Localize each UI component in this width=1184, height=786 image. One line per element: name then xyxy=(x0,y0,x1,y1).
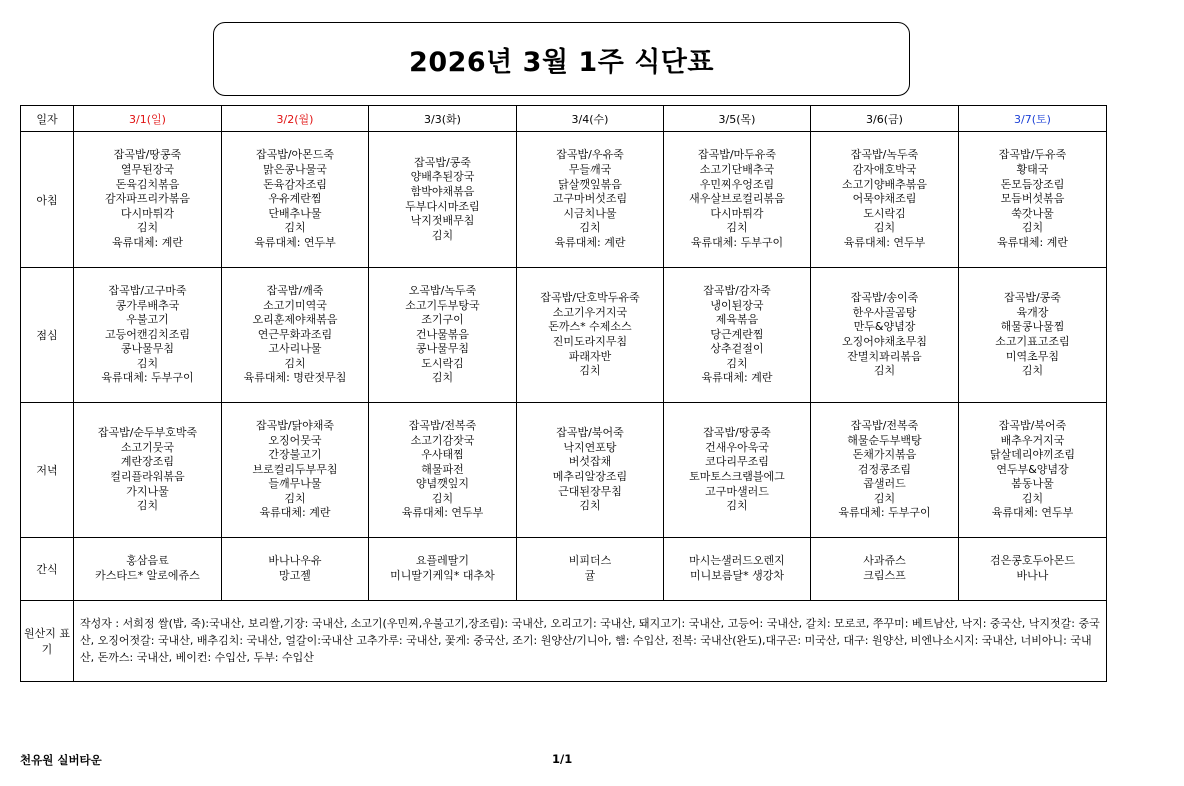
menu-cell xyxy=(74,538,222,601)
menu-cell xyxy=(517,268,664,403)
menu-items xyxy=(959,291,1106,379)
menu-item: 감자애호박국 xyxy=(852,163,917,177)
menu-item: 돈채가지볶음 xyxy=(852,448,917,462)
menu-item: 배추우거지국 xyxy=(1000,433,1065,447)
menu-item: 우민찌우엉조림 xyxy=(699,177,775,191)
menu-items xyxy=(222,284,368,386)
menu-item: 열무된장국 xyxy=(120,163,175,177)
menu-cell xyxy=(74,403,222,538)
menu-item: 낙지연포탕 xyxy=(563,440,617,454)
menu-item: 미니보름달* 생강차 xyxy=(689,569,784,582)
menu-item: 잡곡밥/닭야채죽 xyxy=(255,418,335,432)
menu-cell xyxy=(517,132,664,268)
menu-items xyxy=(74,554,221,583)
menu-item: 소고기미역국 xyxy=(263,298,327,312)
menu-item: 돈까스* 수제소스 xyxy=(548,320,632,334)
menu-item: 미역초무침 xyxy=(1005,349,1060,363)
menu-item: 비피더스 xyxy=(568,554,612,568)
menu-item: 모듬버섯볶음 xyxy=(1000,192,1065,206)
menu-item: 사과쥬스 xyxy=(863,554,906,568)
day-dow: (수) xyxy=(589,112,609,126)
menu-item: 근대된장무침 xyxy=(558,484,622,498)
day-date: 3/2 xyxy=(276,112,295,126)
menu-item: 돈육감자조림 xyxy=(263,177,327,191)
day-header-3 xyxy=(369,106,517,132)
menu-item: 김치 xyxy=(136,221,159,235)
menu-items xyxy=(811,419,958,521)
menu-item: 파래자반 xyxy=(568,349,612,363)
menu-items xyxy=(369,284,516,386)
menu-item: 크림스프 xyxy=(863,569,906,582)
menu-cell xyxy=(74,132,222,268)
menu-item: 소고기우거지국 xyxy=(552,305,628,319)
menu-item: 잡곡밥/깨죽 xyxy=(266,283,324,297)
day-dow: (월) xyxy=(294,112,314,126)
menu-items xyxy=(222,419,368,521)
origin-label: 원산지 표기 xyxy=(21,601,74,682)
menu-items xyxy=(517,148,663,250)
menu-item: 돈육김치볶음 xyxy=(115,177,180,191)
menu-item: 돈모듬장조림 xyxy=(1000,177,1065,191)
day-header-6 xyxy=(811,106,959,132)
menu-items xyxy=(222,554,368,583)
menu-item: 김치 xyxy=(873,364,896,378)
menu-items xyxy=(74,148,221,250)
menu-item: 황태국 xyxy=(1016,163,1049,177)
menu-item: 육류대체: 두부구이 xyxy=(838,506,931,520)
menu-items xyxy=(959,148,1106,250)
menu-item: 잡곡밥/순두부호박죽 xyxy=(97,426,198,440)
day-dow: (화) xyxy=(441,112,461,126)
menu-item: 카스타드* 알로에쥬스 xyxy=(95,569,200,582)
footer-org: 천유원 실버타운 xyxy=(20,753,102,767)
menu-item: 잡곡밥/북어죽 xyxy=(998,418,1067,432)
menu-item: 건나물볶음 xyxy=(415,327,470,341)
meal-label: 저녁 xyxy=(21,403,74,538)
menu-item: 콩나물무침 xyxy=(120,342,175,356)
menu-table xyxy=(20,105,1107,682)
menu-item: 단배추나물 xyxy=(268,206,322,220)
menu-item: 소고기뭇국 xyxy=(120,440,175,454)
menu-items xyxy=(517,291,663,379)
menu-cell xyxy=(222,403,369,538)
day-dow: (목) xyxy=(736,112,756,126)
menu-item: 만두&양념장 xyxy=(853,320,916,334)
day-header-7 xyxy=(959,106,1107,132)
menu-item: 잡곡밥/전복죽 xyxy=(408,418,477,432)
menu-item: 해물순두부백탕 xyxy=(847,433,922,447)
menu-cell xyxy=(959,403,1107,538)
menu-items xyxy=(664,284,810,386)
menu-item: 김치 xyxy=(284,356,306,370)
menu-item: 귤 xyxy=(584,569,596,582)
menu-cell xyxy=(811,403,959,538)
menu-cell xyxy=(959,538,1107,601)
menu-item: 고등어캔김치조림 xyxy=(104,327,190,341)
menu-item: 간장불고기 xyxy=(268,448,322,462)
menu-item: 시금치나물 xyxy=(563,206,617,220)
menu-item: 우유계란찜 xyxy=(268,192,322,206)
menu-item: 당근계란찜 xyxy=(710,327,764,341)
menu-item: 연근무화과조림 xyxy=(257,327,333,341)
menu-item: 김치 xyxy=(579,221,601,235)
menu-item: 잡곡밥/녹두죽 xyxy=(850,148,919,162)
menu-items xyxy=(811,148,958,250)
menu-item: 육류대체: 두부구이 xyxy=(690,235,784,249)
menu-item: 육류대체: 계란 xyxy=(997,235,1068,249)
origin-row xyxy=(21,601,1107,682)
menu-item: 낙지젓배무침 xyxy=(410,214,475,228)
menu-item: 다시마튀각 xyxy=(710,206,764,220)
menu-item: 고사리나물 xyxy=(268,342,322,356)
menu-item: 김치 xyxy=(1021,364,1044,378)
meal-row-breakfast xyxy=(21,132,1107,268)
menu-item: 메추리알장조림 xyxy=(552,470,628,483)
menu-item: 미니딸기케잌* 대추차 xyxy=(390,569,495,582)
menu-cell xyxy=(369,403,517,538)
menu-item: 잡곡밥/마두유죽 xyxy=(697,148,777,162)
title-box xyxy=(213,22,910,96)
menu-item: 들깨무나물 xyxy=(268,477,322,491)
menu-item: 콩가루배추국 xyxy=(115,298,180,312)
menu-cell xyxy=(811,538,959,601)
menu-item: 진미도라지무침 xyxy=(552,335,628,348)
menu-item: 도시락김 xyxy=(863,206,906,220)
menu-items xyxy=(369,554,516,583)
menu-item: 잡곡밥/북어죽 xyxy=(556,426,624,440)
day-dow: (일) xyxy=(146,112,166,126)
menu-item: 상추겉절이 xyxy=(710,342,764,356)
menu-item: 브로컬리두부무침 xyxy=(252,462,338,476)
menu-item: 김치 xyxy=(284,491,306,505)
menu-item: 잡곡밥/땅콩죽 xyxy=(703,426,771,440)
menu-item: 콩나물무침 xyxy=(415,342,470,356)
menu-cell xyxy=(811,268,959,403)
menu-item: 잡곡밥/아몬드죽 xyxy=(255,148,335,162)
menu-items xyxy=(74,284,221,386)
footer-page-number: 1/1 xyxy=(552,752,573,766)
menu-item: 냉이된장국 xyxy=(710,298,764,312)
menu-item: 콥샐러드 xyxy=(863,477,906,491)
menu-item: 다시마튀각 xyxy=(120,206,175,220)
menu-item: 쑥갓나물 xyxy=(1011,206,1054,220)
menu-item: 오리훈제야채볶음 xyxy=(252,313,338,327)
menu-cell xyxy=(369,132,517,268)
meal-label: 아침 xyxy=(21,132,74,268)
menu-item: 김치 xyxy=(726,356,748,370)
menu-item: 양배추된장국 xyxy=(410,170,475,184)
menu-cell xyxy=(222,268,369,403)
menu-item: 요플레딸기 xyxy=(415,554,470,568)
menu-item: 육류대체: 연두부 xyxy=(991,506,1074,520)
menu-item: 김치 xyxy=(579,364,601,378)
menu-item: 검정콩조림 xyxy=(857,462,912,476)
origin-text: 작성자 : 서희정 쌀(밥, 죽):국내산, 보리쌀,기장: 국내산, 소고기(우민찌,우불고기,장조림): 국내산, 오리고기: 국내산, 돼지고기: 국내산, 고등어: 국내산, 갈치: 모로코, 쭈꾸미: 베트남산, 낙지: 중국산, 낙지젓갈: 중국산, 오징어젓갈: 국내산, 배추김치: 국내산, 얼갈이:국내산 고추가루: 국내산, 꽃게: 중국산, 조기: 원양산/기니아, 햄: 수입산, 전복: 국내산(완도),대구곤: 미국산, 대구: 원양산, 비엔나소시지: 국내산, 너비아니: 국내산, 돈까스: 국내산, 베이컨: 수입산, 두부: 수입산 xyxy=(74,601,1107,682)
menu-item: 오징어야채초무침 xyxy=(841,335,927,348)
menu-items xyxy=(74,426,221,514)
menu-item: 육류대체: 연두부 xyxy=(401,506,484,520)
menu-item: 잡곡밥/전복죽 xyxy=(850,418,919,432)
menu-item: 김치 xyxy=(431,228,454,242)
menu-item: 소고기단배추국 xyxy=(699,163,775,177)
menu-items xyxy=(664,554,810,583)
menu-item: 육류대체: 연두부 xyxy=(843,235,926,249)
menu-items xyxy=(517,426,663,514)
menu-cell xyxy=(664,132,811,268)
meal-row-lunch xyxy=(21,268,1107,403)
menu-cell xyxy=(664,538,811,601)
menu-item: 소고기양배추볶음 xyxy=(841,177,927,191)
menu-item: 가지나물 xyxy=(126,484,169,498)
day-date: 3/3 xyxy=(424,112,442,126)
day-date: 3/7 xyxy=(1014,112,1032,126)
menu-item: 닭살데리야끼조림 xyxy=(989,448,1075,462)
menu-items xyxy=(664,426,810,514)
menu-item: 잡곡밥/땅콩죽 xyxy=(113,148,182,162)
menu-cell xyxy=(517,538,664,601)
menu-item: 코다리무조림 xyxy=(705,455,769,469)
meal-label: 간식 xyxy=(21,538,74,601)
menu-item: 육류대체: 계란 xyxy=(259,506,331,520)
menu-item: 오곡밥/녹두죽 xyxy=(408,283,477,297)
menu-item: 잡곡밥/단호박두유죽 xyxy=(540,291,640,305)
menu-cell xyxy=(959,268,1107,403)
menu-item: 육개장 xyxy=(1016,305,1049,319)
menu-item: 닭살깻잎볶음 xyxy=(558,177,622,191)
menu-item: 잡곡밥/콩죽 xyxy=(1004,291,1061,305)
menu-items xyxy=(811,291,958,379)
menu-item: 김치 xyxy=(579,499,601,513)
menu-item: 김치 xyxy=(136,499,159,513)
menu-item: 김치 xyxy=(726,221,748,235)
menu-item: 김치 xyxy=(1021,221,1044,235)
menu-item: 두부다시마조림 xyxy=(405,199,480,213)
menu-item: 연두부&양념장 xyxy=(996,462,1069,476)
menu-item: 어묵야채조림 xyxy=(852,192,917,206)
menu-item: 김치 xyxy=(873,221,896,235)
menu-item: 홍삼음료 xyxy=(126,554,169,568)
menu-item: 육류대체: 계란 xyxy=(112,235,183,249)
day-header-2 xyxy=(222,106,369,132)
menu-item: 김치 xyxy=(431,371,454,385)
menu-item: 해물콩나물찜 xyxy=(1000,320,1065,334)
menu-item: 새우살브로컬리볶음 xyxy=(689,192,785,206)
menu-item: 소고기표고조림 xyxy=(995,335,1070,348)
day-date: 3/4 xyxy=(571,112,590,126)
menu-item: 김치 xyxy=(284,221,306,235)
meal-row-snack xyxy=(21,538,1107,601)
menu-items xyxy=(517,554,663,583)
menu-item: 고구마샐러드 xyxy=(705,484,769,498)
menu-item: 육류대체: 명란젓무침 xyxy=(243,371,347,385)
menu-item: 잡곡밥/송이죽 xyxy=(850,291,919,305)
menu-item: 무들깨국 xyxy=(568,163,612,177)
menu-item: 육류대체: 연두부 xyxy=(254,235,336,249)
menu-item: 오징어뭇국 xyxy=(268,433,322,447)
menu-item: 육류대체: 두부구이 xyxy=(101,371,194,385)
menu-item: 감자파프리카볶음 xyxy=(104,192,190,206)
menu-item: 잡곡밥/고구마죽 xyxy=(108,283,187,297)
menu-items xyxy=(222,148,368,250)
day-header-1 xyxy=(74,106,222,132)
menu-item: 망고젤 xyxy=(279,569,311,582)
menu-item: 잡곡밥/감자죽 xyxy=(703,283,771,297)
menu-cell xyxy=(959,132,1107,268)
menu-item: 소고기감잣국 xyxy=(410,433,475,447)
menu-items xyxy=(811,554,958,583)
meal-row-dinner xyxy=(21,403,1107,538)
day-date: 3/5 xyxy=(718,112,737,126)
menu-item: 버섯잡채 xyxy=(568,455,612,469)
menu-item: 컬리플라워볶음 xyxy=(110,470,185,483)
menu-item: 김치 xyxy=(873,491,896,505)
meal-label: 점심 xyxy=(21,268,74,403)
menu-item: 검은콩호두아몬드 xyxy=(989,554,1075,568)
menu-item: 잔멸치꽈리볶음 xyxy=(847,349,922,363)
menu-item: 김치 xyxy=(1021,491,1044,505)
menu-cell xyxy=(74,268,222,403)
menu-cell xyxy=(222,132,369,268)
menu-cell xyxy=(369,538,517,601)
menu-item: 육류대체: 계란 xyxy=(701,371,773,385)
menu-item: 고구마버섯조림 xyxy=(552,192,628,206)
page-title: 2026년 3월 1주 식단표 xyxy=(409,46,714,78)
menu-item: 육류대체: 계란 xyxy=(554,235,626,249)
menu-item: 우불고기 xyxy=(126,313,169,327)
menu-item: 우사태찜 xyxy=(421,448,464,462)
menu-cell xyxy=(664,268,811,403)
menu-item: 해물파전 xyxy=(421,462,464,476)
menu-cell xyxy=(369,268,517,403)
menu-item: 함박야채볶음 xyxy=(410,184,475,198)
menu-items xyxy=(664,148,810,250)
menu-item: 토마토스크램블에그 xyxy=(689,470,785,483)
menu-item: 계란장조림 xyxy=(120,455,175,469)
menu-items xyxy=(959,419,1106,521)
menu-item: 제육볶음 xyxy=(715,313,759,327)
menu-cell xyxy=(517,403,664,538)
menu-item: 양념깻잎지 xyxy=(415,477,470,491)
day-date: 3/1 xyxy=(129,112,147,126)
menu-item: 김치 xyxy=(136,356,159,370)
menu-item: 도시락김 xyxy=(421,356,464,370)
day-date: 3/6 xyxy=(866,112,884,126)
menu-item: 소고기두부탕국 xyxy=(405,298,480,312)
menu-items xyxy=(369,156,516,244)
menu-items xyxy=(369,419,516,521)
menu-cell xyxy=(664,403,811,538)
menu-item: 건새우아욱국 xyxy=(705,440,769,454)
menu-item: 한우사골곰탕 xyxy=(852,305,917,319)
menu-item: 김치 xyxy=(726,499,748,513)
menu-items xyxy=(959,554,1106,583)
menu-item: 잡곡밥/두유죽 xyxy=(998,148,1067,162)
menu-item: 바나나 xyxy=(1016,569,1049,582)
menu-item: 김치 xyxy=(431,491,454,505)
header-row xyxy=(21,106,1107,132)
menu-item: 봄동나물 xyxy=(1011,477,1054,491)
menu-item: 잡곡밥/우유죽 xyxy=(556,148,624,162)
day-dow: (토) xyxy=(1031,112,1051,126)
menu-item: 마시는샐러드오렌지 xyxy=(689,554,785,568)
menu-cell xyxy=(222,538,369,601)
day-header-4 xyxy=(517,106,664,132)
menu-item: 잡곡밥/콩죽 xyxy=(414,155,471,169)
menu-item: 조기구이 xyxy=(421,313,464,327)
menu-item: 맑은콩나물국 xyxy=(263,163,327,177)
menu-cell xyxy=(811,132,959,268)
date-header-label: 일자 xyxy=(21,106,74,132)
menu-item: 바나나우유 xyxy=(268,554,322,568)
day-header-5 xyxy=(664,106,811,132)
day-dow: (금) xyxy=(883,112,903,126)
